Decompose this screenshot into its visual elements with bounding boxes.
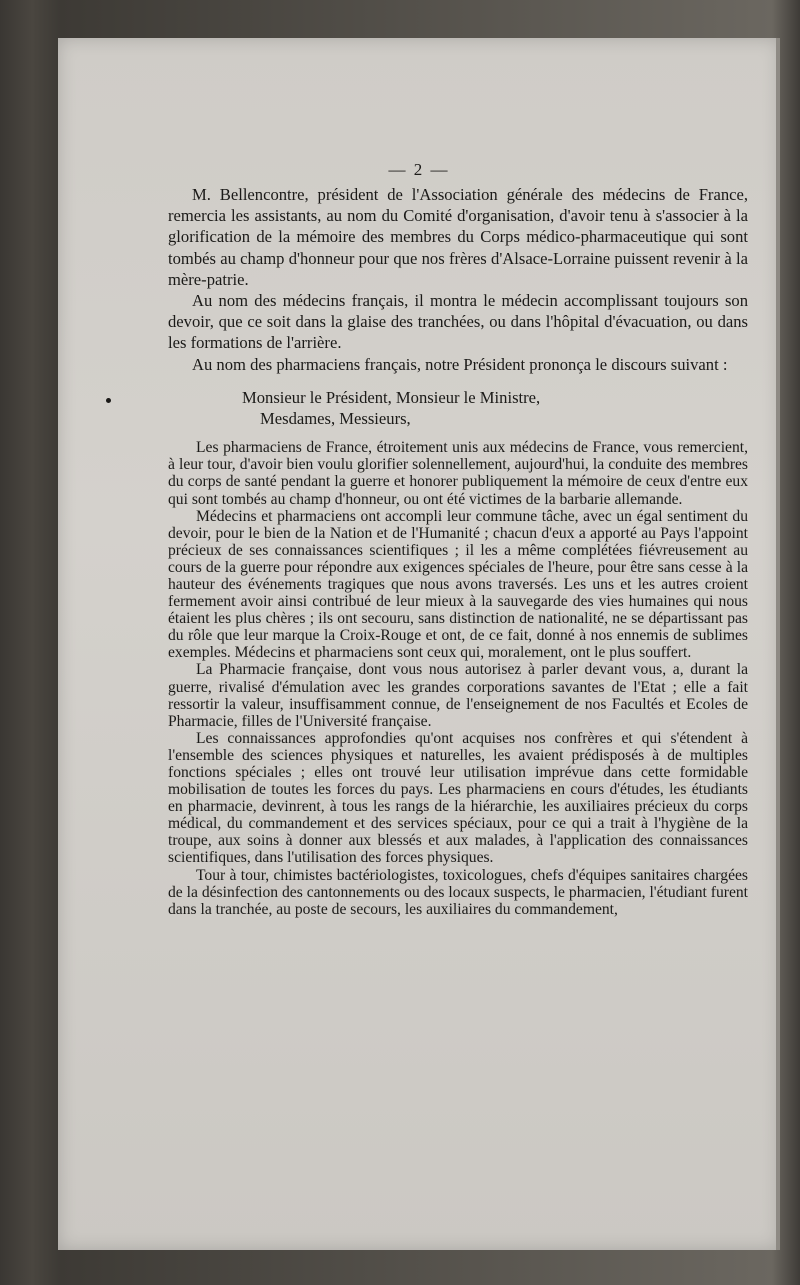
document-body	[168, 184, 748, 918]
speech-paragraph: La Pharmacie française, dont vous nous autorisez à parler devant vous, a, durant la guerre, rivalisé d'émulation avec les grandes corporations savantes de l'Etat ; elle a fait ressortir la valeur, insuffisamment connue, de l'enseignement de nos Facultés et Ecoles de Pharmacie, filles de l'Université française.	[168, 661, 748, 730]
speech-paragraph: Médecins et pharmaciens ont accompli leur commune tâche, avec un égal sentiment du devoir, pour le bien de la Nation et de l'Humanité ; chacun d'eux a apporté au Pays l'appoint précieux de ses connaissances scientifiques ; il les a même complétées fiévreusement au cours de la guerre pour répondre aux exigences spéciales de l'heure, pour être sans cesse à la hauteur des événements tragiques que nous avons traversés. Les uns et les autres croient fermement avoir ainsi contribué de leur mieux à la sauvegarde des vies humaines qui nous étaient les plus chères ; ils ont secouru, sans distinction de nationalité, ne se départissant pas du rôle que leur marque la Croix-Rouge et ont, de ce fait, donné à nos ennemis de sublimes exemples. Médecins et pharmaciens sont ceux qui, moralement, ont le plus souffert.	[168, 507, 748, 662]
speech-paragraph: Les connaissances approfondies qu'ont acquises nos confrères et qui s'étendent à l'ensemble des sciences physiques et naturelles, les avaient prédisposés à de multiples fonctions spéciales ; elles ont trouvé leur utilisation imprévue dans cette formidable mobilisation de toutes les forces du pays. Les pharmaciens en cours d'études, les étudiants en pharmacie, devinrent, à tous les rangs de la hiérarchie, les auxiliaires précieux du corps médical, du commandement et des services spéciaux, pour ce qui a trait à l'hygiène de la troupe, aux soins à donner aux blessés et aux malades, à l'application des connaissances scientifiques, dans l'utilisation des forces physiques.	[168, 729, 748, 867]
page-edge-shadow	[776, 38, 780, 1250]
ink-speck	[106, 398, 111, 403]
speech-paragraph: Les pharmaciens de France, étroitement unis aux médecins de France, vous remercient, à leur tour, d'avoir bien voulu glorifier solennellement, aujourd'hui, la conduite des membres du corps de santé pendant la guerre et honorer publiquement la mémoire de ceux d'entre eux qui sont tombés au champ d'honneur, ou ont été victimes de la barbarie allemande.	[168, 439, 748, 508]
paper-page	[58, 38, 780, 1250]
salutation-line-2: Mesdames, Messieurs,	[260, 409, 411, 429]
intro-paragraph: Au nom des pharmaciens français, notre Président prononça le discours suivant :	[192, 354, 728, 374]
speech-salutation	[168, 387, 748, 429]
salutation-line-1: Monsieur le Président, Monsieur le Ministre,	[242, 387, 541, 407]
speech-paragraph: Tour à tour, chimistes bactériologistes, toxicologues, chefs d'équipes sanitaires chargées de la désinfection des cantonnements ou des locaux suspects, le pharmacien, l'étudiant furent dans la tranchée, au poste de secours, les auxiliaires du commandement,	[168, 866, 748, 918]
page-number: — 2 —	[388, 160, 450, 179]
intro-paragraph: Au nom des médecins français, il montra le médecin accomplissant toujours son devoir, que ce soit dans la glaise des tranchées, ou dans l'hôpital d'évacuation, ou dans les formations de l'arrière.	[168, 291, 748, 353]
intro-paragraph: M. Bellencontre, président de l'Association générale des médecins de France, remercia les assistants, au nom du Comité d'organisation, d'avoir tenu à s'associer à la glorification de la mémoire des membres du Corps médico-pharmaceutique qui sont tombés au champ d'honneur pour que nos frères d'Alsace-Lorraine puissent revenir à la mère-patrie.	[168, 185, 748, 289]
